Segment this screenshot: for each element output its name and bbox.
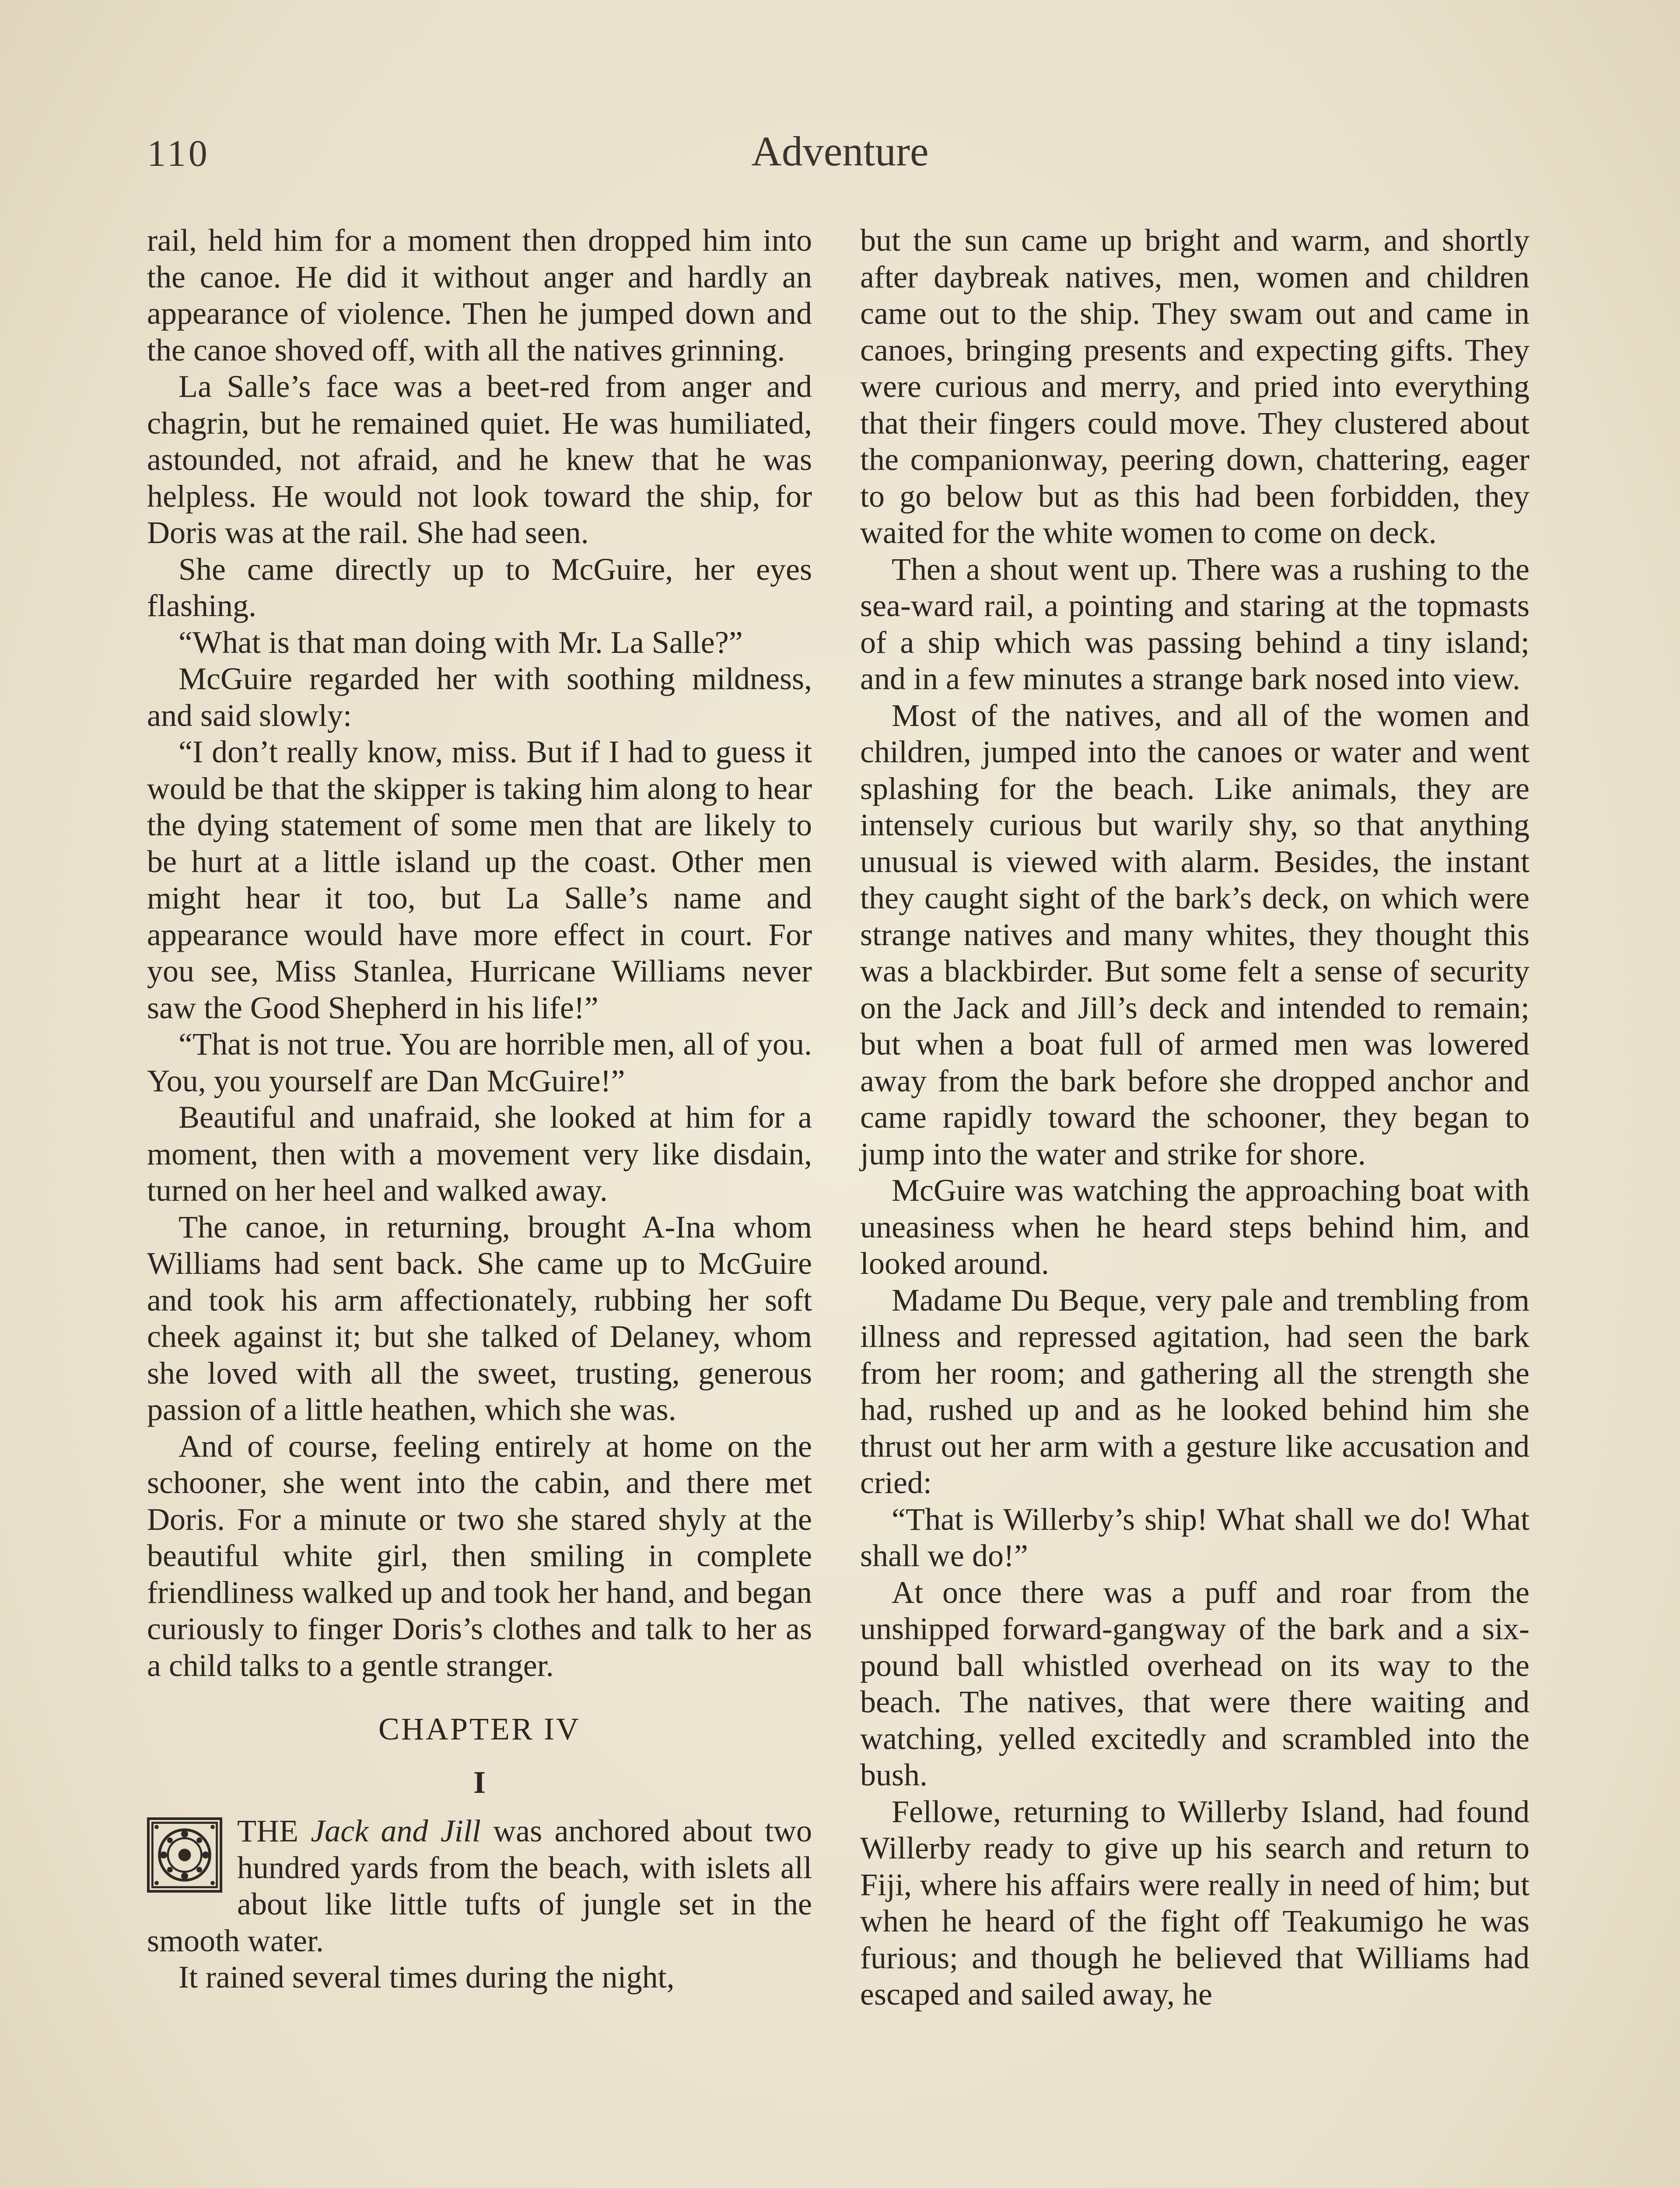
chapter-opening-paragraph xyxy=(147,1813,812,1959)
page-number: 110 xyxy=(147,132,210,174)
paragraph: “I don’t really know, miss. But if I had to guess it would be that the skipper is taking him along to hear the dying statement of some men that are likely to be hurt at a little island up the coast. Other men might hear it too, but La Salle’s name and appearance would have more effect in court. For you see, Miss Stanlea, Hurricane Williams never saw the Good Shepherd in his life!” xyxy=(147,734,812,1025)
opening-text-rest: was anchored about two hundred yards from the beach, with islets all about like little tufts of jungle set in the smooth water. xyxy=(147,1813,812,1958)
paragraph: She came directly up to McGuire, her eyes flashing. xyxy=(147,551,812,623)
paragraph: La Salle’s face was a beet-red from anger and chagrin, but he remained quiet. He was humiliated, astounded, not afraid, and he knew that he was helpless. He would not look toward the ship, for Doris was at the rail. She had seen. xyxy=(147,369,812,550)
right-column xyxy=(860,222,1530,2013)
paragraph: Most of the natives, and all of the women and children, jumped into the canoes or water and went splashing for the beach. Like animals, they are intensely curious but warily shy, so that anything unusual is viewed with alarm. Besides, the instant they caught sight of the bark’s deck, on which were strange natives and many whites, they thought this was a blackbirder. But some felt a sense of security on the Jack and Jill’s deck and intended to remain; but when a boat full of armed men was lowered away from the bark before she dropped anchor and came rapidly toward the schooner, they began to jump into the water and strike for shore. xyxy=(860,698,1530,1171)
running-head-title: Adventure xyxy=(751,128,929,175)
paragraph: Fellowe, returning to Willerby Island, had found Willerby ready to give up his search and return to Fiji, where his affairs were really in need of him; but when he heard of the fight off Teakumigo he was furious; and though he believed that Williams had escaped and sailed away, he xyxy=(860,1794,1530,2012)
paragraph: Beautiful and unafraid, she looked at him for a moment, then with a movement very like disdain, turned on her heel and walked away. xyxy=(147,1100,812,1208)
paragraph: Madame Du Beque, very pale and trembling from illness and repressed agitation, had seen the bark from her room; and gathering all the strength she had, rushed up and as he looked behind him she thrust out her arm with a gesture like accusation and cried: xyxy=(860,1282,1530,1500)
paragraph: McGuire was watching the approaching boat with uneasiness when he heard steps behind him, and looked around. xyxy=(860,1173,1530,1281)
section-number: I xyxy=(473,1764,486,1800)
chapter-heading: CHAPTER IV xyxy=(378,1711,581,1746)
paragraph: It rained several times during the night, xyxy=(178,1960,675,1995)
left-column xyxy=(147,222,812,1996)
paragraph: “That is not true. You are horrible men, all of you. You, you yourself are Dan McGuire!” xyxy=(147,1027,812,1098)
paragraph: And of course, feeling entirely at home on the schooner, she went into the cabin, and there met Doris. For a minute or two she stared shyly at the beautiful white girl, then smiling in complete friendliness walked up and took her hand, and began curiously to finger Doris’s clothes and talk to her as a child talks to a gentle stranger. xyxy=(147,1428,812,1683)
paragraph: McGuire regarded her with soothing mildness, and said slowly: xyxy=(147,661,812,733)
ornamental-initial-icon xyxy=(147,1817,222,1893)
paragraph: but the sun came up bright and warm, and shortly after daybreak natives, men, women and children came out to the ship. They swam out and came in canoes, bringing presents and expecting gifts. They were curious and merry, and pried into everything that their fingers could move. They clustered about the companionway, peering down, chattering, eager to go below but as this had been forbidden, they waited for the white women to come on deck. xyxy=(860,223,1530,550)
ship-name: Jack and Jill xyxy=(311,1813,481,1848)
paragraph: “What is that man doing with Mr. La Salle?” xyxy=(178,624,743,660)
opening-text-start: THE xyxy=(237,1813,311,1848)
paragraph: rail, held him for a moment then dropped him into the canoe. He did it without anger and hardly an appearance of violence. Then he jumped down and the canoe shoved off, with all the natives grinning. xyxy=(147,223,812,368)
paragraph: The canoe, in returning, brought A-Ina whom Williams had sent back. She came up to McGuire and took his arm affectionately, rubbing her soft cheek against it; but she talked of Delaney, whom she loved with all the sweet, trusting, generous passion of a little heathen, which she was. xyxy=(147,1209,812,1427)
paragraph: “That is Willerby’s ship! What shall we do! What shall we do!” xyxy=(860,1501,1530,1573)
paragraph: At once there was a puff and roar from the unshipped forward-gangway of the bark and a six-pound ball whistled overhead on its way to the beach. The natives, that were there waiting and watching, yelled excitedly and scrambled into the bush. xyxy=(860,1574,1530,1792)
paragraph: Then a shout went up. There was a rushing to the sea-ward rail, a pointing and staring at the topmasts of a ship which was passing behind a tiny island; and in a few minutes a strange bark nosed into view. xyxy=(860,551,1530,696)
